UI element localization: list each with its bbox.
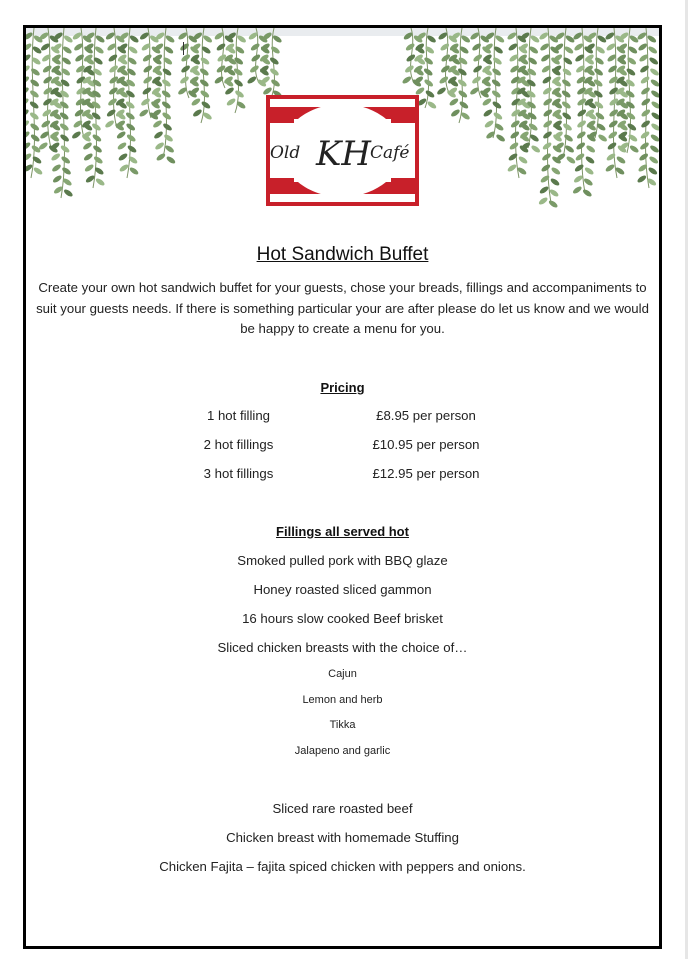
- chicken-option: Tikka: [329, 719, 356, 731]
- menu-page: [23, 25, 662, 949]
- page-title: Hot Sandwich Buffet: [256, 244, 429, 265]
- old-kh-cafe-logo: [266, 95, 419, 206]
- filling-item: 16 hours slow cooked Beef brisket: [242, 611, 443, 626]
- price-row-label: 3 hot fillings: [203, 466, 274, 481]
- chicken-option: Lemon and herb: [302, 694, 383, 706]
- price-row-value: £8.95 per person: [376, 408, 476, 423]
- price-row-value: £10.95 per person: [372, 437, 480, 452]
- filling-item: Honey roasted sliced gammon: [253, 582, 432, 597]
- price-row: [26, 466, 659, 484]
- filling-item: Smoked pulled pork with BBQ glaze: [237, 553, 448, 568]
- chicken-option: Jalapeno and garlic: [294, 745, 391, 757]
- chicken-option: Cajun: [328, 668, 357, 680]
- filling-item: Chicken Fajita – fajita spiced chicken with peppers and onions.: [159, 859, 526, 874]
- filling-item: Sliced rare roasted beef: [272, 801, 413, 816]
- price-row-label: 2 hot fillings: [203, 437, 274, 452]
- price-row-value: £12.95 per person: [372, 466, 480, 481]
- logo-left-word: Old: [270, 143, 301, 163]
- price-row-label: 1 hot filling: [206, 408, 271, 423]
- pricing-heading: Pricing: [320, 380, 365, 395]
- fillings-heading: Fillings all served hot: [276, 524, 409, 539]
- logo-monogram: KH: [316, 134, 372, 174]
- filling-item: Chicken breast with homemade Stuffing: [226, 830, 459, 845]
- filling-item: Sliced chicken breasts with the choice of…: [217, 640, 468, 655]
- price-row: [26, 408, 659, 426]
- logo-right-word: Café: [370, 143, 410, 163]
- text-cursor: [183, 42, 184, 55]
- intro-paragraph: Create your own hot sandwich buffet for your guests, chose your breads, fillings and accompaniments to suit your guests needs. If there is something particular your are after please do let us know and we would be happy to create a menu for you.: [36, 280, 649, 336]
- price-row: [26, 437, 659, 455]
